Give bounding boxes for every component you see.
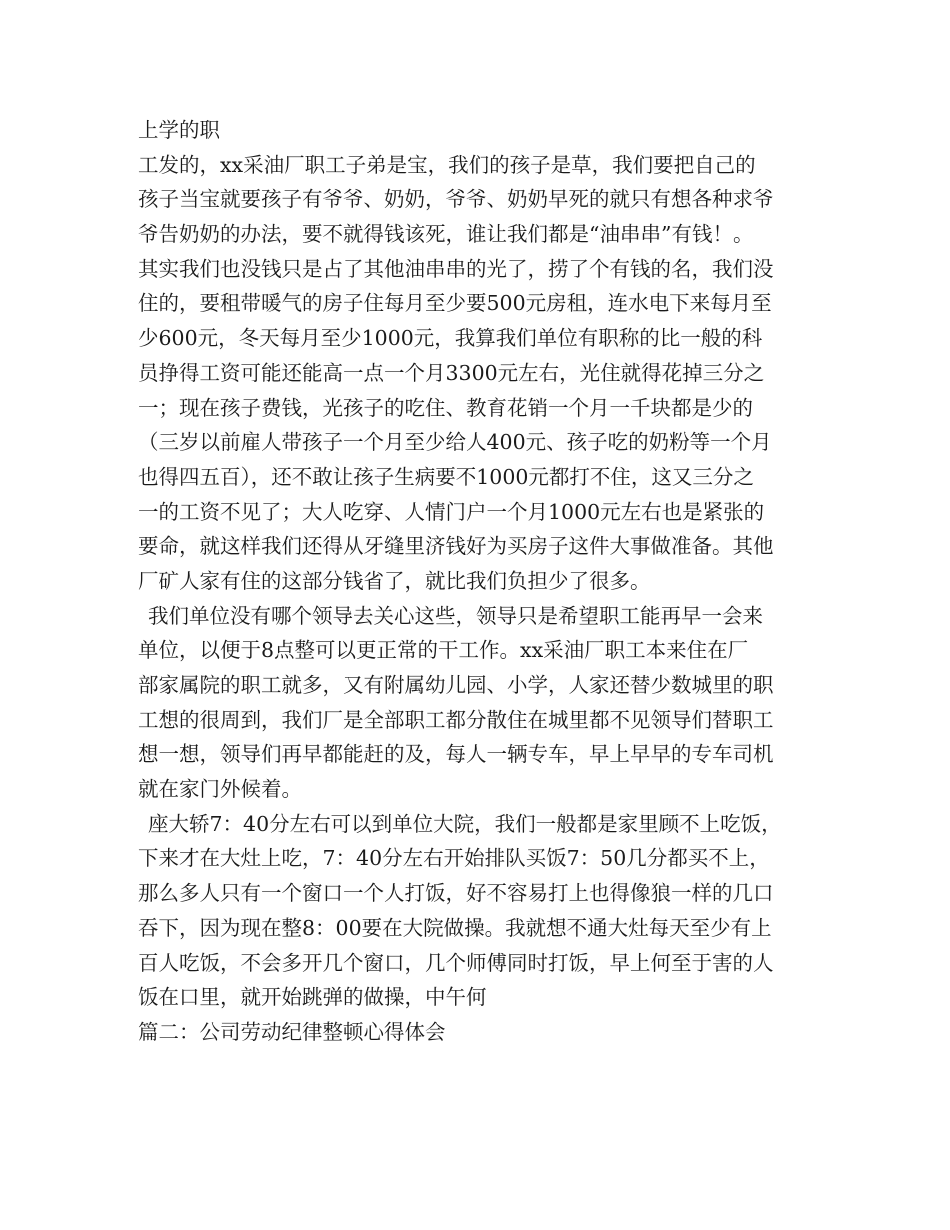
section-heading: 篇二：公司劳动纪律整顿心得体会 (138, 1019, 446, 1044)
text-line: 工发的，xx采油厂职工子弟是宝，我们的孩子是草，我们要把自己的 (138, 152, 756, 177)
text-line: 住的，要租带暖气的房子住每月至少要500元房租，连水电下来每月至 (138, 291, 772, 316)
text-line: 吞下，因为现在整8：00要在大院做操。我就想不通大灶每天至少有上 (138, 915, 772, 940)
text-line: 爷告奶奶的办法，要不就得钱该死，谁让我们都是“油串串”有钱！。 (138, 222, 754, 247)
document-body (138, 113, 828, 1050)
text-line: 饭在口里，就开始跳弹的做操，中午何 (138, 985, 487, 1010)
text-line: 百人吃饭，不会多开几个窗口，几个师傅同时打饭，早上何至于害的人 (138, 950, 774, 975)
text-line: 座大轿7：40分左右可以到单位大院，我们一般都是家里顾不上吃饭， (148, 811, 782, 836)
text-line: 就在家门外候着。 (138, 777, 302, 802)
text-line: 单位，以便于8点整可以更正常的干工作。xx采油厂职工本来住在厂 (138, 638, 749, 663)
text-line: 工想的很周到，我们厂是全部职工都分散住在城里都不见领导们替职工 (138, 707, 774, 732)
text-line: 员挣得工资可能还能高一点一个月3300元左右，光住就得花掉三分之 (138, 360, 765, 385)
text-line: 也得四五百），还不敢让孩子生病要不1000元都打不住，这又三分之 (138, 464, 754, 489)
text-line: 我们单位没有哪个领导去关心这些，领导只是希望职工能再早一会来 (148, 603, 763, 628)
text-line: 那么多人只有一个窗口一个人打饭，好不容易打上也得像狼一样的几口 (138, 881, 774, 906)
text-line: 下来才在大灶上吃，7：40分左右开始排队买饭7：50几分都买不上， (138, 846, 770, 871)
text-line: 部家属院的职工就多，又有附属幼儿园、小学，人家还替少数城里的职 (138, 673, 774, 697)
text-line: 其实我们也没钱只是占了其他油串串的光了，捞了个有钱的名，我们没 (138, 256, 774, 281)
text-line: 厂矿人家有住的这部分钱省了，就比我们负担少了很多。 (138, 568, 651, 593)
text-line: 一；现在孩子费钱，光孩子的吃住、教育花销一个月一千块都是少的 (138, 395, 753, 420)
text-line: 孩子当宝就要孩子有爷爷、奶奶，爷爷、奶奶早死的就只有想各种求爷 (138, 187, 774, 212)
text-line: 想一想，领导们再早都能赶的及，每人一辆专车，早上早早的专车司机 (138, 742, 774, 767)
text-line: 一的工资不见了；大人吃穿、人情门户一个月1000元左右也是紧张的 (138, 499, 765, 524)
text-line: 上学的职 (138, 118, 220, 142)
text-line: （三岁以前雇人带孩子一个月至少给人400元、孩子吃的奶粉等一个月 (138, 430, 772, 455)
text-line: 少600元，冬天每月至少1000元，我算我们单位有职称的比一般的科 (138, 326, 763, 351)
text-line: 要命，就这样我们还得从牙缝里济钱好为买房子这件大事做准备。其他 (138, 534, 774, 559)
